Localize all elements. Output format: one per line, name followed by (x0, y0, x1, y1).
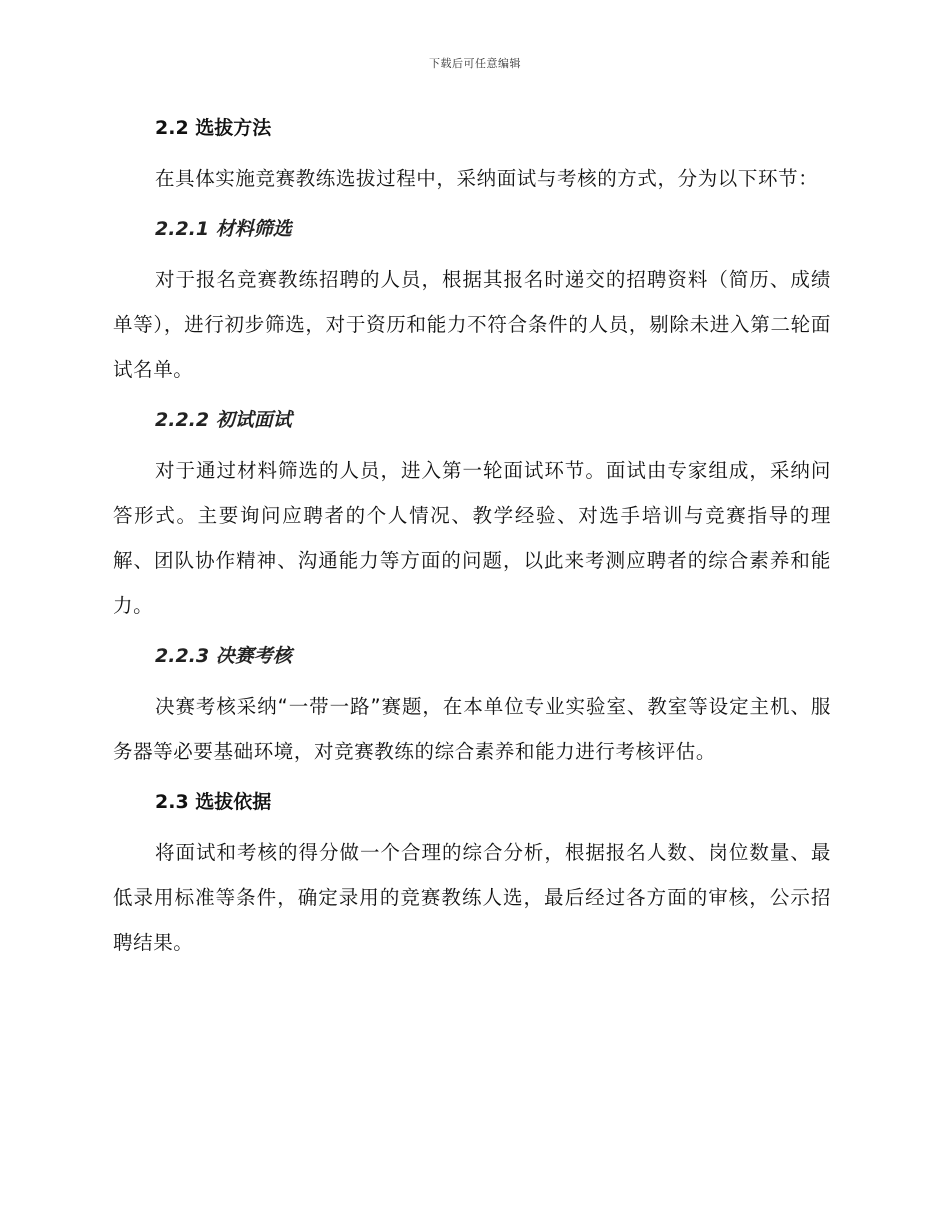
header-note: 下载后可任意编辑 (429, 57, 521, 70)
section-2-2-3-title: 2.2.3 决赛考核 (155, 645, 292, 667)
section-2-2-3-body: 决赛考核采纳“一带一路”赛题，在本单位专业实验室、教室等设定主机、服务器等必要基础环境，对竞赛教练的综合素养和能力进行考核评估。 (113, 695, 831, 763)
section-2-3-body: 将面试和考核的得分做一个合理的综合分析，根据报名人数、岗位数量、最低录用标准等条件，确定录用的竞赛教练人选，最后经过各方面的审核，公示招聘结果。 (113, 841, 831, 954)
section-2-3-title: 2.3 选拔依据 (155, 791, 272, 813)
section-2-2-1-body: 对于报名竞赛教练招聘的人员，根据其报名时递交的招聘资料（简历、成绩单等），进行初步筛选，对于资历和能力不符合条件的人员，剔除未进入第二轮面试名单。 (113, 268, 831, 381)
document-body (113, 112, 831, 965)
section-2-2-1-title: 2.2.1 材料筛选 (155, 218, 292, 240)
section-2-2-title: 2.2 选拔方法 (155, 117, 272, 139)
section-2-2-2-title: 2.2.2 初试面试 (155, 409, 292, 431)
section-2-2-intro: 在具体实施竞赛教练选拔过程中，采纳面试与考核的方式，分为以下环节： (155, 167, 819, 190)
section-2-2-2-body: 对于通过材料筛选的人员，进入第一轮面试环节。面试由专家组成，采纳问答形式。主要询问应聘者的个人情况、教学经验、对选手培训与竞赛指导的理解、团队协作精神、沟通能力等方面的问题，以此来考测应聘者的综合素养和能力。 (113, 459, 831, 617)
